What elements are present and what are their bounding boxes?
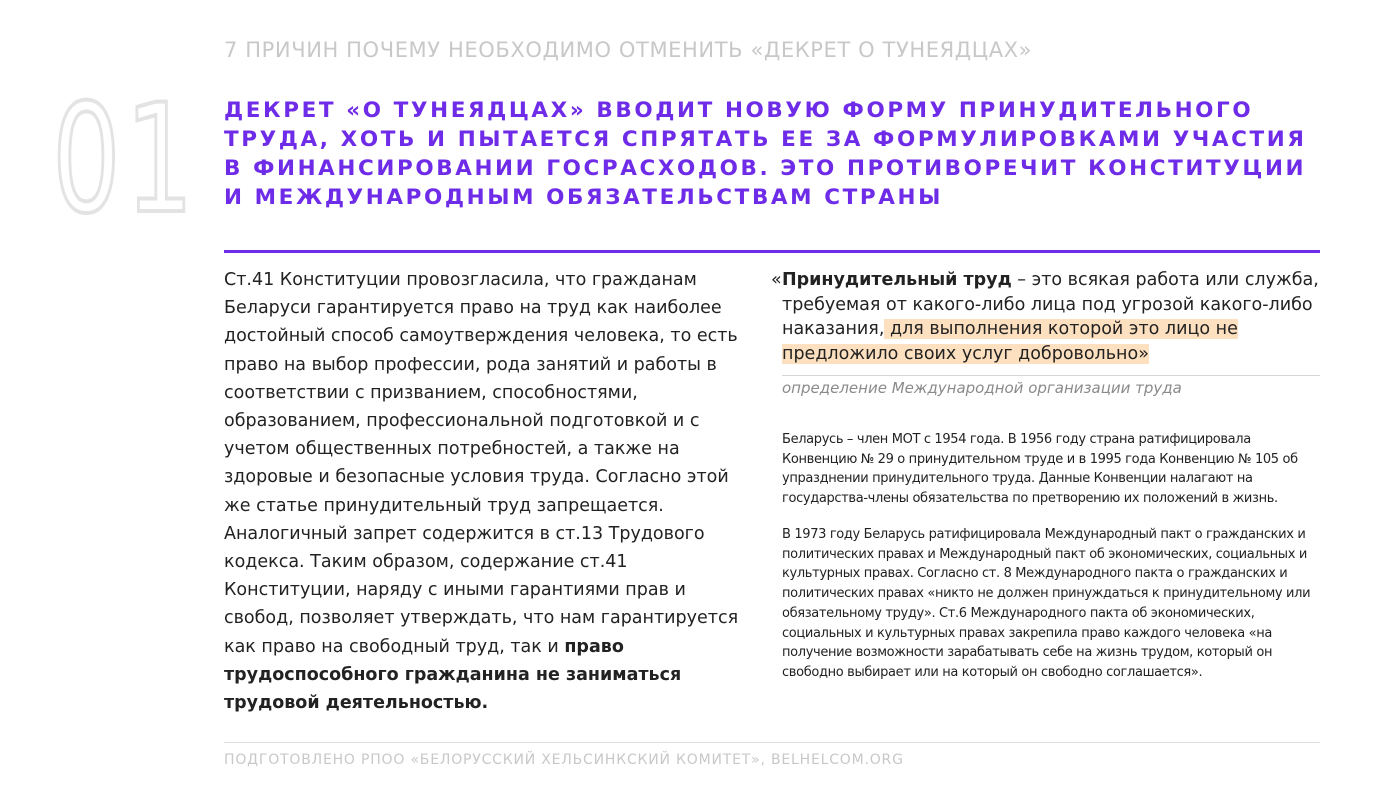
quote-source: определение Международной организации труда [782,379,1182,397]
series-title: 7 ПРИЧИН ПОЧЕМУ НЕОБХОДИМО ОТМЕНИТЬ «ДЕКРЕТ О ТУНЕЯДЦАХ» [224,38,1033,62]
footer-divider [224,742,1320,743]
footer-credit: ПОДГОТОВЛЕНО РПОО «БЕЛОРУССКИЙ ХЕЛЬСИНКСКИЙ КОМИТЕТ», BELHELCOM.ORG [224,752,904,768]
headline: ДЕКРЕТ «О ТУНЕЯДЦАХ» ВВОДИТ НОВУЮ ФОРМУ ПРИНУДИТЕЛЬНОГО ТРУДА, ХОТЬ И ПЫТАЕТСЯ СПРЯТАТЬ ЕЕ ЗА ФОРМУЛИРОВКАМИ УЧАСТИЯ В ФИНАНСИРОВАНИИ ГОСРАСХОДОВ. ЭТО ПРОТИВОРЕЧИТ КОНСТИТУЦИИ И МЕЖДУНАРОДНЫМ ОБЯЗАТЕЛЬСТВАМ СТРАНЫ [224,98,1307,210]
main-text-bold-ending: право трудоспособного гражданина не заниматься трудовой деятельностью. [224,636,682,714]
main-text [224,266,744,717]
quote-highlight: для выполнения которой это лицо не предложило своих услуг добровольно» [782,319,1238,364]
quote-body [771,268,1320,366]
accent-divider [224,250,1320,253]
note-paragraph: Беларусь – член МОТ с 1954 года. В 1956 году страна ратифицировала Конвенцию № 29 о принудительном труде и в 1995 года Конвенцию № 105 об упразднении принудительного труда. Данные Конвенции налагают на государства-члены обязательства по претворению их положений в жизнь. [782,432,1298,507]
section-number: 01 [52,73,199,247]
quote-open-mark: « [771,270,782,290]
definition-quote [771,268,1320,366]
quote-term: Принудительный труд [782,270,1012,290]
quote-divider [782,375,1320,376]
main-text-body: Ст.41 Конституции провозгласила, что гражданам Беларуси гарантируется право на труд как наиболее достойный способ самоутверждения человека, то есть право на выбор профессии, рода занятий и работы в соответствии с призванием, способностями, образованием, профессиональной подготовкой и с учетом общественных потребностей, а также на здоровые и безопасные условия труда. Согласно этой же статье принудительный труд запрещается. Аналогичный запрет содержится в ст.13 Трудового кодекса. Таким образом, содержание ст.41 Конституции, наряду с иными гарантиями прав и свобод, позволяет утверждать, что нам гарантируется как право на свободный труд, так и [224,270,739,657]
note-paragraph: В 1973 году Беларусь ратифицировала Международный пакт о гражданских и политических правах и Международный пакт об экономических, социальных и культурных правах. Согласно ст. 8 Международного пакта о гражданских и политических правах «никто не должен принуждаться к принудительному или обязательному труду». Ст.6 Международного пакта об экономических, социальных и культурных правах закрепила право каждого человека «на получение возможности зарабатывать себе на жизнь трудом, который он свободно выбирает или на который он свободно соглашается». [782,527,1311,680]
quote-text: – это всякая работа или служба, требуемая от какого-либо лица под угрозой какого-либо наказания, [782,270,1319,339]
